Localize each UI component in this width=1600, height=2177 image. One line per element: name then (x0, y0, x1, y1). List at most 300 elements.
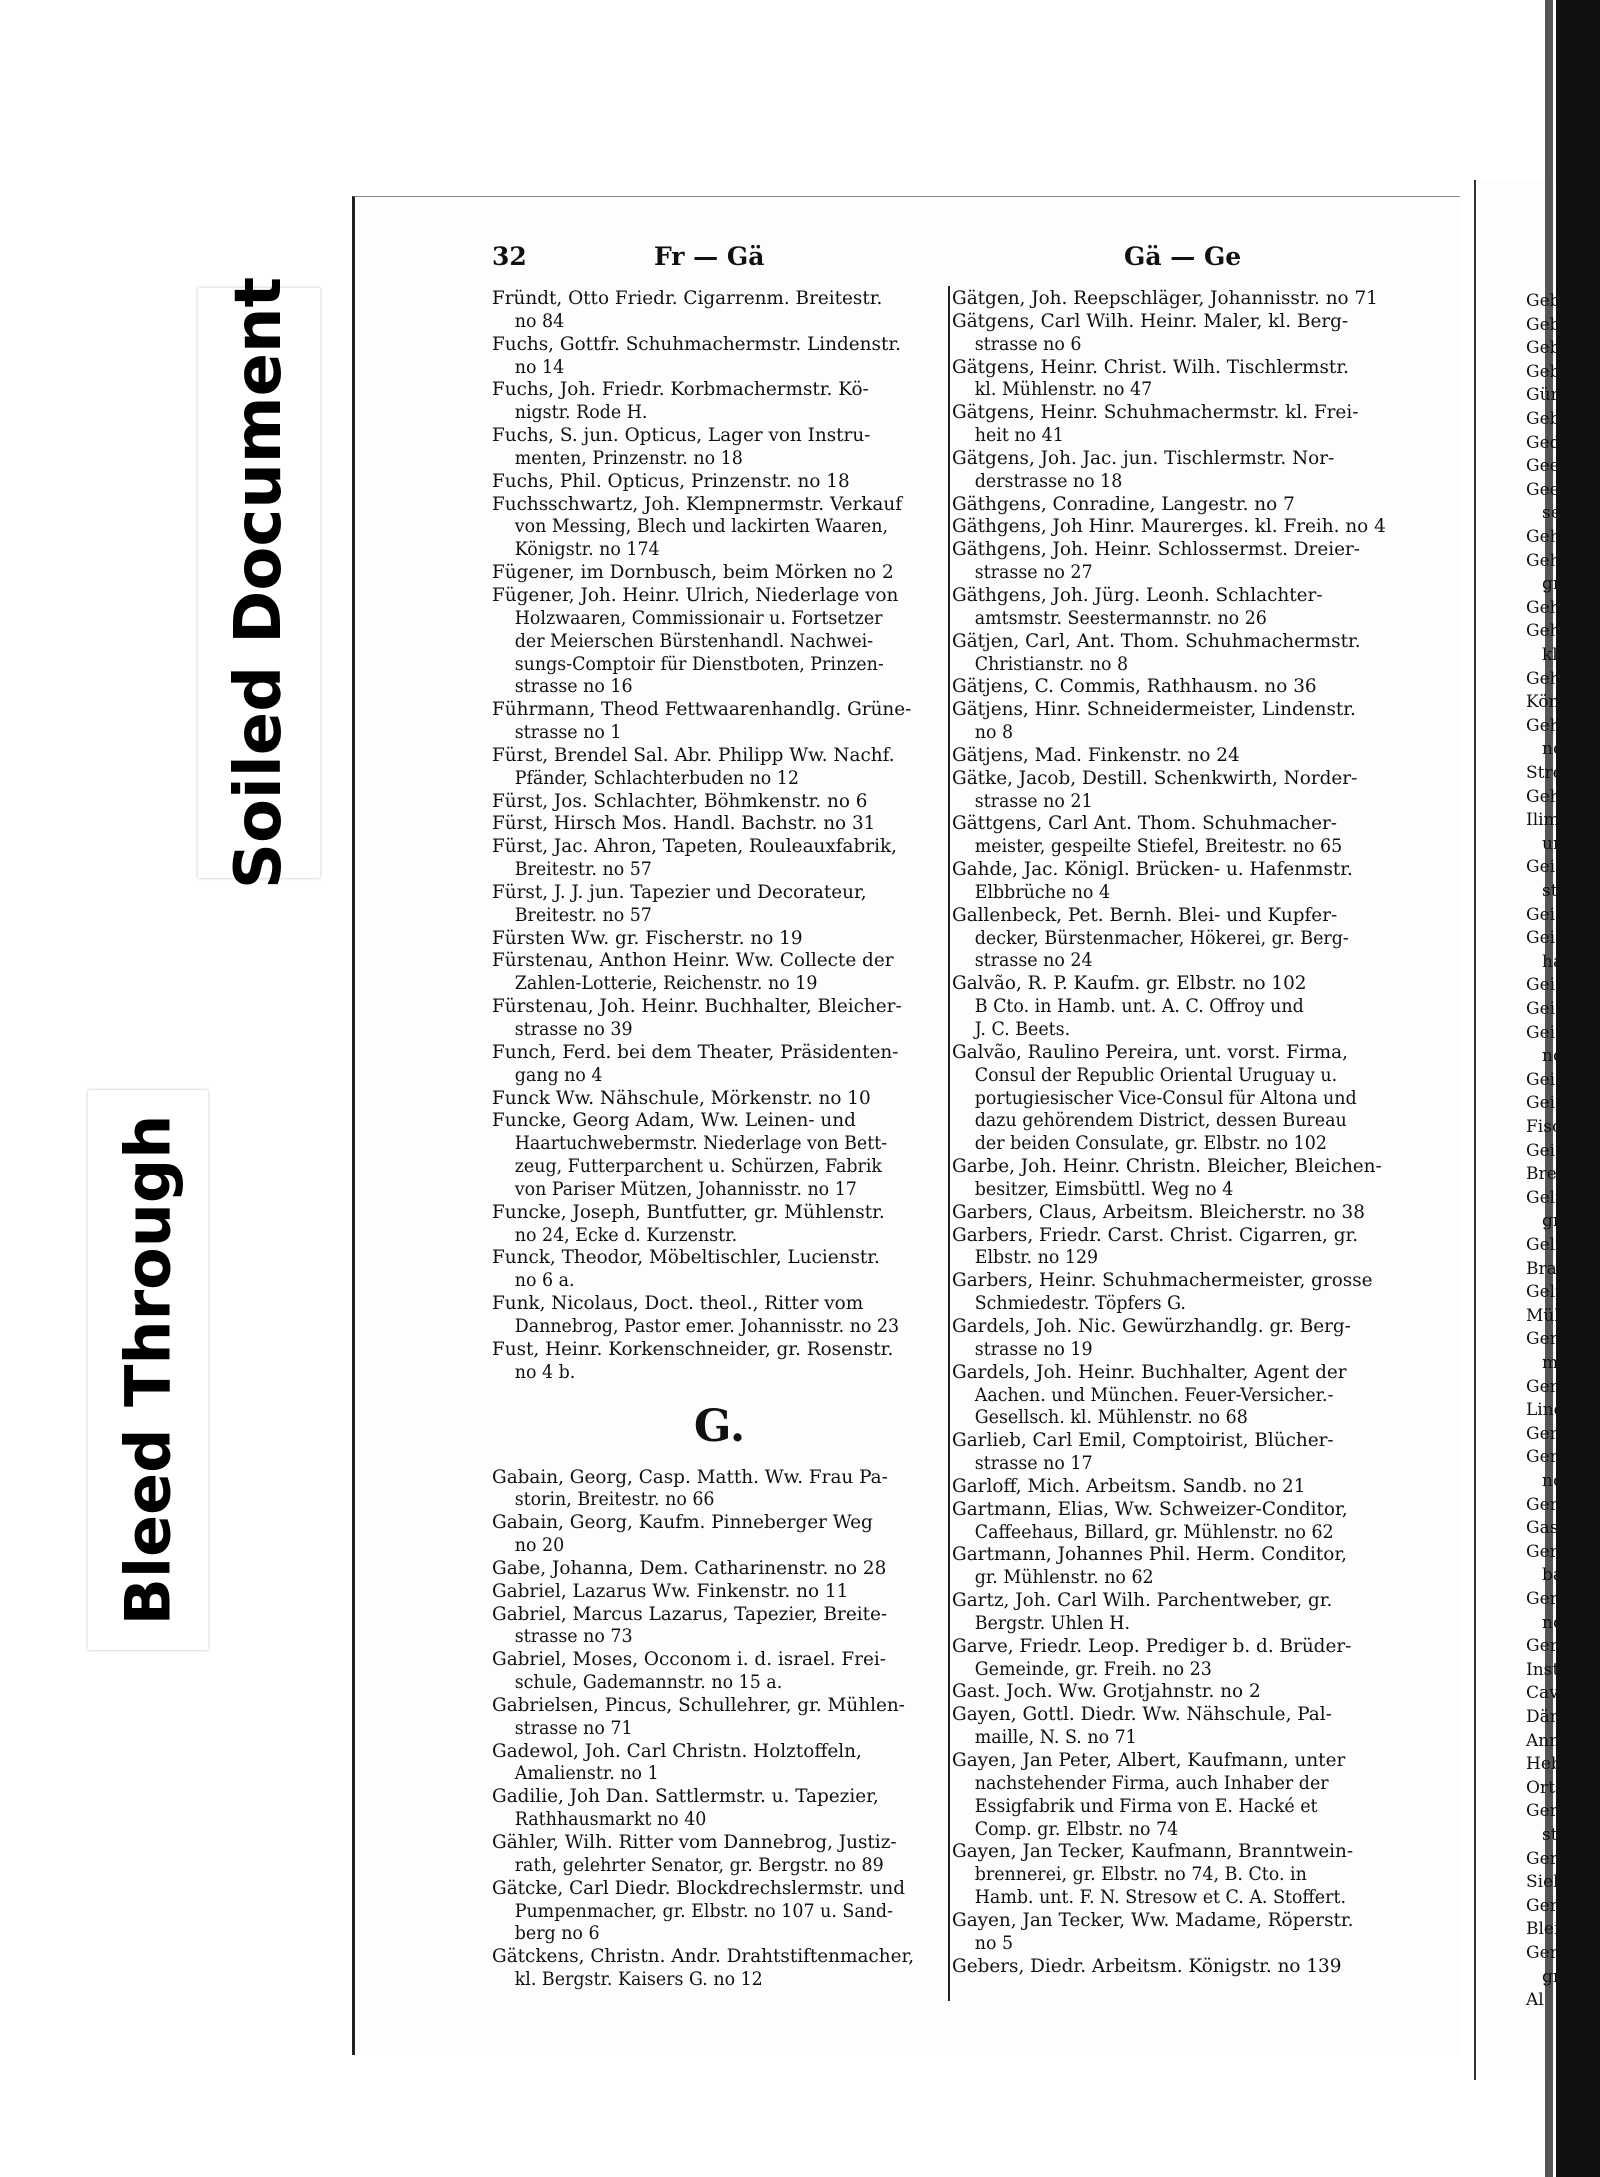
entry-continuation: strasse no 6 (974, 333, 1082, 355)
entry-continuation: no 4 b. (514, 1361, 576, 1383)
entry-continuation: dazu gehörendem District, dessen Bureau (974, 1110, 1347, 1132)
entry-line: Gartmann, Johannes Phil. Herm. Conditor, (952, 1544, 1347, 1566)
entry-continuation: strasse no 39 (514, 1019, 633, 1040)
entry-continuation: portugiesischer Vice-Consul für Altona und (974, 1087, 1357, 1109)
directory-entry (492, 1878, 947, 1947)
entry-continuation: no 24, Ecke d. Kurzenstr. (514, 1224, 738, 1246)
next-page-fragment: Gendel (1526, 1329, 1587, 1350)
entry-continuation: strasse no 71 (514, 1717, 633, 1739)
entry-continuation: strasse no 1 (514, 722, 622, 744)
next-page-fragment: Gentsch (1526, 1423, 1597, 1444)
next-page-fragment: Gebhar (1526, 409, 1590, 429)
entry-line: Gäthgens, Conradine, Langestr. no 7 (952, 493, 1295, 515)
entry-line: Garloff, Mich. Arbeitsm. Sandb. no 21 (952, 1475, 1306, 1497)
next-page-fragment: Gercken (1526, 1895, 1599, 1916)
next-page-fragment: Brau (1526, 1258, 1568, 1279)
next-page-fragment: Gürt (1526, 385, 1566, 406)
entry-line: Funcke, Joseph, Buntfutter, gr. Mühlenstr. (492, 1201, 885, 1223)
entry-line: Gabain, Georg, Casp. Matth. Ww. Frau Pa- (492, 1466, 888, 1488)
entry-continuation: Breitestr. no 57 (514, 859, 652, 881)
next-page-fragment: maill (1542, 1353, 1585, 1373)
entry-line: Gäthgens, Joh. Jürg. Leonh. Schlachter- (952, 584, 1323, 606)
right-running-head: Gä — Ge (1124, 242, 1242, 271)
next-page-fragment: Gelmro (1526, 1282, 1590, 1303)
directory-entry (492, 836, 947, 882)
entry-continuation: gr. Mühlenstr. no 62 (974, 1567, 1154, 1589)
directory-entry (492, 996, 947, 1042)
directory-entry (492, 1512, 947, 1558)
entry-line: Fürst, Brendel Sal. Abr. Philipp Ww. Nachf. (492, 744, 895, 766)
next-page-fragment: Gebers (1526, 291, 1588, 311)
entry-continuation: strasse no 27 (974, 562, 1093, 584)
directory-entry (952, 311, 1408, 357)
entry-continuation: sungs-Comptoir für Dienstboten, Prinzen- (514, 653, 884, 675)
entry-continuation: J. C. Beets. (974, 1019, 1071, 1040)
entry-continuation: von Messing, Blech und lackirten Waaren, (514, 516, 888, 538)
entry-continuation: no 14 (514, 356, 565, 378)
next-page-fragment: Al (1526, 1990, 1544, 2011)
directory-entry (952, 539, 1408, 585)
next-page-fragment: Gercken (1526, 1943, 1599, 1963)
entry-line: Gätgen, Joh. Reepschläger, Johannisstr. no 71 (952, 288, 1378, 309)
entry-line: Fügener, Joh. Heinr. Ulrich, Niederlage von (492, 584, 899, 606)
entries-f (492, 288, 947, 1385)
entry-line: Gabriel, Marcus Lazarus, Tapezier, Breite- (492, 1603, 888, 1625)
directory-entry (952, 1316, 1408, 1362)
entry-continuation: gang no 4 (514, 1064, 603, 1086)
next-page-fragment: senst (1542, 503, 1588, 524)
entry-continuation: brennerei, gr. Elbstr. no 74, B. Cto. in (974, 1864, 1307, 1886)
entry-continuation: derstrasse no 18 (974, 470, 1123, 492)
entry-line: Gayen, Jan Tecker, Kaufmann, Branntwein- (952, 1841, 1354, 1863)
next-page-fragment: Gercken (1526, 1848, 1599, 1869)
entry-line: Gätcke, Carl Diedr. Blockdrechslermstr. und (492, 1877, 906, 1899)
entry-continuation: Breitestr. no 57 (514, 904, 652, 926)
entry-continuation: Caffeehaus, Billard, gr. Mühlenstr. no 62 (974, 1521, 1334, 1543)
entry-line: Gadewol, Joh. Carl Christn. Holztoffeln, (492, 1740, 862, 1762)
entry-continuation: berg no 6 (514, 1923, 600, 1945)
directory-entry (952, 1750, 1408, 1841)
page-number: 32 (492, 242, 527, 271)
directory-entry (952, 402, 1408, 448)
next-page-fragment: Ilim (1526, 810, 1560, 831)
directory-entry (492, 288, 947, 334)
entry-continuation: Pumpenmacher, gr. Elbstr. no 107 u. Sand- (514, 1900, 893, 1922)
entry-line: Gäthgens, Joh. Heinr. Schlossermst. Dreier- (952, 539, 1361, 561)
entry-continuation: strasse no 17 (974, 1453, 1093, 1475)
directory-entry (952, 905, 1408, 974)
directory-entry (492, 1339, 947, 1385)
next-page-fragment: Geertz, (1526, 479, 1590, 500)
entry-continuation: zeug, Futterparchent u. Schürzen, Fabrik (514, 1156, 882, 1178)
entry-continuation: Haartuchwebermstr. Niederlage von Bett- (514, 1133, 888, 1155)
next-page-fragment: Geisler (1526, 928, 1588, 949)
entry-line: Fründt, Otto Friedr. Cigarrenm. Breitestr. (492, 288, 883, 309)
left-running-head: Fr — Gä (654, 242, 765, 271)
next-page-fragment: no 1 (1542, 1612, 1580, 1633)
entry-line: Gättgens, Carl Ant. Thom. Schuhmacher- (952, 813, 1338, 835)
directory-entry (952, 1841, 1408, 1910)
directory-entry (952, 1225, 1408, 1271)
next-page-fragment: kl. B (1542, 645, 1582, 665)
entry-line: Gartmann, Elias, Ww. Schweizer-Conditor, (952, 1498, 1348, 1520)
entries-g (492, 1467, 947, 1992)
next-page-fragment: gr. B (1542, 574, 1583, 595)
entry-continuation: Hamb. unt. F. N. Stresow et C. A. Stoffert. (974, 1887, 1346, 1909)
directory-entry (952, 745, 1408, 768)
entry-line: Gabain, Georg, Kaufm. Pinneberger Weg (492, 1512, 873, 1534)
next-page-fragment: Gebers (1526, 314, 1588, 335)
directory-entry (492, 813, 947, 836)
section-letter-g: G. (693, 1400, 746, 1452)
directory-entry (952, 1499, 1408, 1545)
next-page-fragment: Gerber (1526, 1494, 1587, 1515)
entry-continuation: rath, gelehrter Senator, gr. Bergstr. no 89 (514, 1854, 884, 1876)
entry-line: Fürst, J. J. jun. Tapezier und Decorateur, (492, 881, 867, 903)
entry-line: Fuchsschwartz, Joh. Klempnermstr. Verkauf (492, 493, 903, 515)
entry-line: Fürst, Jos. Schlachter, Böhmkenstr. no 6 (492, 790, 868, 812)
entry-line: Gähler, Wilh. Ritter vom Dannebrog, Justiz- (492, 1832, 897, 1853)
entry-continuation: strasse no 24 (974, 950, 1093, 972)
directory-entry (492, 1293, 947, 1339)
next-page-fragment: Köni (1526, 692, 1565, 713)
left-column (492, 288, 947, 1992)
next-page-fragment: unt. (1542, 833, 1577, 854)
next-page-fragment: Geisler (1526, 904, 1588, 925)
directory-entry (952, 1590, 1408, 1636)
next-page-fragment: no 4 (1542, 1471, 1580, 1491)
directory-entry (952, 1202, 1408, 1225)
entry-continuation: Aachen. und München. Feuer-Versicher.- (974, 1384, 1334, 1406)
directory-entry (952, 1544, 1408, 1590)
entry-continuation: Elbbrüche no 4 (974, 881, 1111, 903)
entry-continuation: Elbstr. no 129 (974, 1247, 1099, 1269)
directory-entry (952, 973, 1408, 1042)
entry-line: Gätckens, Christn. Andr. Drahtstiftenmacher, (492, 1946, 915, 1968)
entry-continuation: storin, Breitestr. no 66 (514, 1489, 715, 1511)
entry-line: Garbers, Friedr. Carst. Christ. Cigarren, gr. (952, 1224, 1359, 1246)
entry-line: Gätjens, Hinr. Schneidermeister, Lindenstr. (952, 699, 1356, 721)
directory-entry (492, 1832, 947, 1878)
entry-continuation: der Meierschen Bürstenhandl. Nachwei- (514, 630, 874, 652)
next-page-fragment: Gerber, (1526, 1541, 1591, 1562)
entry-line: Gast. Joch. Ww. Grotjahnstr. no 2 (952, 1681, 1261, 1703)
entry-continuation: Comp. gr. Elbstr. no 74 (974, 1818, 1179, 1840)
entry-continuation: Schmiedestr. Töpfers G. (974, 1293, 1186, 1315)
next-page-fragment: Mühl (1526, 1305, 1571, 1326)
bleed-through-tag (88, 1090, 208, 1650)
directory-entry (492, 1786, 947, 1832)
next-page-fragment: Gelien, (1526, 1235, 1587, 1255)
bleed-through-label: Bleed Through (111, 1114, 185, 1626)
directory-entry (492, 1741, 947, 1787)
next-page-fragment: no 5 (1542, 1046, 1580, 1067)
directory-entry (492, 379, 947, 425)
entry-continuation: meister, gespeilte Stiefel, Breitestr. no 65 (974, 836, 1343, 858)
entry-continuation: Königstr. no 174 (514, 539, 660, 561)
entry-continuation: menten, Prinzenstr. no 18 (514, 447, 743, 469)
next-page-fragment: Gercken (1526, 1801, 1599, 1822)
entry-line: Gadilie, Joh Dan. Sattlermstr. u. Tapezier, (492, 1786, 879, 1808)
directory-entry (492, 1581, 947, 1604)
directory-entry (952, 516, 1408, 539)
next-page-fragment: Geister (1526, 1140, 1589, 1161)
entry-continuation: Gesellsch. kl. Mühlenstr. no 68 (974, 1407, 1248, 1429)
entry-line: Funck Ww. Nähschule, Mörkenstr. no 10 (492, 1087, 871, 1109)
entry-line: Gebers, Diedr. Arbeitsm. Königstr. no 139 (952, 1955, 1342, 1977)
directory-entry (952, 699, 1408, 745)
next-page-fragment: Anna (1526, 1730, 1571, 1751)
entry-line: Fuchs, Gottfr. Schuhmachermstr. Lindenstr. (492, 333, 901, 355)
entry-line: Fürstenau, Anthon Heinr. Ww. Collecte der (492, 950, 894, 972)
directory-entry (492, 1604, 947, 1650)
entry-line: Gabriel, Lazarus Ww. Finkenstr. no 11 (492, 1580, 849, 1602)
entry-continuation: no 8 (974, 722, 1014, 744)
directory-entry (492, 1247, 947, 1293)
next-page-fragment: Siebl (1526, 1872, 1570, 1893)
directory-entry (952, 859, 1408, 905)
next-page-fragment: stras (1542, 881, 1585, 901)
entry-line: Gätgens, Joh. Jac. jun. Tischlermstr. Nor- (952, 447, 1335, 469)
directory-entry (952, 1156, 1408, 1202)
next-page-fragment: Gerber, (1526, 1447, 1591, 1468)
directory-entry (952, 631, 1408, 677)
next-page-fragment: haus (1542, 951, 1583, 972)
directory-entry (492, 1558, 947, 1581)
entry-continuation: strasse no 73 (514, 1626, 633, 1648)
directory-entry (952, 1704, 1408, 1750)
entry-line: Gabriel, Moses, Occonom i. d. israel. Frei- (492, 1649, 886, 1671)
directory-entry (952, 1430, 1408, 1476)
next-page-fragment: gr. F (1542, 1966, 1582, 1987)
directory-entry (492, 1110, 947, 1201)
entry-continuation: Holzwaaren, Commissionair u. Fortsetzer (514, 607, 883, 629)
entry-continuation: nigstr. Rode H. (514, 402, 648, 424)
entry-continuation: strasse no 21 (974, 790, 1093, 812)
next-page-fragment: Gehle, (1526, 527, 1582, 547)
next-page-fragment: no 1 (1542, 739, 1580, 760)
entry-continuation: Consul der Republic Oriental Uruguay u. (974, 1064, 1338, 1086)
entry-line: Gayen, Jan Peter, Albert, Kaufmann, unter (952, 1750, 1346, 1771)
directory-entry (952, 1270, 1408, 1316)
entry-continuation: strasse no 19 (974, 1338, 1093, 1360)
entry-line: Gätke, Jacob, Destill. Schenkwirth, Norder- (952, 767, 1358, 789)
entry-continuation: decker, Bürstenmacher, Hökerei, gr. Berg- (974, 927, 1349, 949)
directory-entry (952, 1956, 1408, 1979)
next-page-fragment: Gehrdt (1526, 668, 1587, 689)
entry-line: Gätgens, Carl Wilh. Heinr. Maler, kl. Berg- (952, 310, 1349, 332)
directory-entry (492, 425, 947, 471)
directory-entry (952, 288, 1408, 311)
directory-entry (492, 1649, 947, 1695)
entry-line: Galvão, R. P. Kaufm. gr. Elbstr. no 102 (952, 973, 1307, 995)
entry-line: Funck, Theodor, Möbeltischler, Lucienstr. (492, 1247, 880, 1269)
entry-continuation: Essigfabrik und Firma von E. Hacké et (974, 1795, 1318, 1817)
entry-line: Fust, Heinr. Korkenschneider, gr. Rosenstr. (492, 1338, 894, 1360)
entry-line: Gabe, Johanna, Dem. Catharinenstr. no 28 (492, 1557, 887, 1579)
next-page-fragment: Linde (1526, 1400, 1575, 1421)
next-page-fragment: Geister (1526, 1069, 1589, 1090)
directory-entry (952, 585, 1408, 631)
entry-line: Fürst, Jac. Ahron, Tapeten, Rouleauxfabrik, (492, 836, 897, 858)
next-page-fragment: gr. M (1542, 1211, 1588, 1232)
directory-entry (952, 448, 1408, 494)
directory-entry (952, 1476, 1408, 1499)
directory-entry (952, 676, 1408, 699)
entry-line: Gartz, Joh. Carl Wilh. Parchentweber, gr. (952, 1590, 1333, 1612)
entry-line: Gätjens, Mad. Finkenstr. no 24 (952, 744, 1240, 766)
entry-line: Gabrielsen, Pincus, Schullehrer, gr. Mühlen- (492, 1694, 905, 1716)
entry-line: Fügener, im Dornbusch, beim Mörken no 2 (492, 562, 894, 584)
entry-line: Gayen, Jan Tecker, Ww. Madame, Röperstr. (952, 1909, 1354, 1931)
next-page-fragment: Gehm (1526, 550, 1577, 571)
directory-entry (492, 950, 947, 996)
entry-continuation: kl. Bergstr. Kaisers G. no 12 (514, 1969, 763, 1991)
directory-entry (492, 791, 947, 814)
entry-continuation: B Cto. in Hamb. unt. A. C. Offroy und (974, 996, 1304, 1018)
entry-continuation: besitzer, Eimsbüttl. Weg no 4 (974, 1178, 1234, 1200)
next-page-fragment: bahn, (1542, 1565, 1591, 1586)
directory-entry (952, 813, 1408, 859)
next-page-fragment: Geister (1526, 1022, 1589, 1043)
entry-line: Führmann, Theod Fettwaarenhandlg. Grüne- (492, 699, 912, 721)
next-page-fragment: Gercke, (1526, 1589, 1594, 1609)
entry-line: Gätgens, Heinr. Christ. Wilh. Tischlermstr. (952, 356, 1349, 378)
entry-continuation: heit no 41 (974, 425, 1064, 447)
entry-continuation: kl. Mühlenstr. no 47 (974, 379, 1153, 401)
directory-entry (492, 699, 947, 745)
entry-line: Funch, Ferd. bei dem Theater, Präsidenten- (492, 1041, 899, 1063)
next-page-fragment: Cava (1526, 1683, 1569, 1704)
entries-right (952, 288, 1408, 1978)
entry-line: Gardels, Joh. Nic. Gewürzhandlg. gr. Berg- (952, 1315, 1351, 1337)
entry-line: Gätjens, C. Commis, Rathhausm. no 36 (952, 676, 1317, 698)
next-page-fragment: stras (1542, 1825, 1585, 1845)
entry-continuation: amtsmstr. Seestermannstr. no 26 (974, 607, 1267, 629)
directory-entry (952, 1636, 1408, 1682)
directory-entry (492, 585, 947, 699)
next-page-fragment: Gehrdt (1526, 621, 1587, 642)
directory-entry (492, 471, 947, 494)
next-page-fragment: Gercke, (1526, 1636, 1594, 1657)
entry-continuation: no 84 (514, 310, 565, 332)
next-page-fragment: Geef, J (1526, 456, 1584, 477)
directory-entry (492, 1088, 947, 1111)
entry-line: Gätjen, Carl, Ant. Thom. Schuhmachermstr. (952, 630, 1361, 652)
directory-entry (492, 334, 947, 380)
entry-continuation: Pfänder, Schlachterbuden no 12 (514, 767, 799, 789)
entry-line: Gallenbeck, Pet. Bernh. Blei- und Kupfer- (952, 904, 1338, 926)
entry-line: Garbers, Heinr. Schuhmachermeister, grosse (952, 1270, 1373, 1292)
directory-entry (952, 357, 1408, 403)
entry-continuation: der beiden Consulate, gr. Elbstr. no 102 (974, 1133, 1327, 1155)
entry-line: Gayen, Gottl. Diedr. Ww. Nähschule, Pal- (952, 1704, 1332, 1726)
next-page-fragment: Geisler (1526, 857, 1588, 878)
entry-continuation: Gemeinde, gr. Freih. no 23 (974, 1658, 1212, 1680)
entry-line: Gätgens, Heinr. Schuhmachermstr. kl. Frei- (952, 402, 1359, 424)
next-page-fragment: Bleic (1526, 1919, 1569, 1940)
entry-line: Funcke, Georg Adam, Ww. Leinen- und (492, 1110, 856, 1132)
directory-entry (952, 1681, 1408, 1704)
next-page-fragment: Gastw (1526, 1518, 1580, 1539)
entry-line: Garbers, Claus, Arbeitsm. Bleicherstr. no 38 (952, 1201, 1365, 1223)
entry-continuation: Dannebrog, Pastor emer. Johannisstr. no 23 (514, 1315, 900, 1337)
directory-entry (492, 745, 947, 791)
entry-continuation: Amalienstr. no 1 (514, 1763, 659, 1785)
entry-line: Funk, Nicolaus, Doct. theol., Ritter vom (492, 1293, 864, 1315)
directory-entry (492, 1946, 947, 1992)
entry-continuation: nachstehender Firma, auch Inhaber der (974, 1772, 1329, 1794)
next-page-fragment: Gebhar (1526, 338, 1590, 359)
directory-entry (492, 882, 947, 928)
next-page-fragment: Gebhar (1526, 361, 1590, 382)
entry-continuation: strasse no 16 (514, 676, 633, 698)
column-divider (948, 286, 950, 2001)
next-page-fragment: Instru (1526, 1659, 1579, 1680)
directory-entry (492, 494, 947, 563)
next-page-fragment: Ortsc (1526, 1777, 1574, 1798)
entry-continuation: maille, N. S. no 71 (974, 1727, 1137, 1749)
entry-continuation: no 5 (974, 1932, 1014, 1954)
next-page-fragment: Geist, M (1526, 975, 1599, 996)
entry-line: Gäthgens, Joh Hinr. Maurerges. kl. Freih. no 4 (952, 516, 1386, 538)
next-page-fragment: Stres (1526, 763, 1572, 783)
next-page-fragment: Gehrt, (1526, 715, 1581, 736)
directory-entry (952, 1910, 1408, 1956)
directory-entry (952, 494, 1408, 517)
next-page-fragment: Breit (1526, 1164, 1569, 1185)
soiled-document-tag (198, 276, 320, 890)
directory-entry (492, 562, 947, 585)
entry-line: Garve, Friedr. Leop. Prediger b. d. Brüder- (952, 1635, 1352, 1657)
entry-continuation: no 20 (514, 1535, 565, 1557)
next-page-fragment: Gent, J (1526, 1376, 1586, 1397)
entry-continuation: Bergstr. Uhlen H. (974, 1612, 1131, 1634)
entry-continuation: Christianstr. no 8 (974, 653, 1129, 675)
entry-line: Galvão, Raulino Pereira, unt. vorst. Firma, (952, 1041, 1348, 1063)
entry-line: Fürsten Ww. gr. Fischerstr. no 19 (492, 927, 803, 949)
directory-entry (492, 928, 947, 951)
next-page-fragment: Geist V (1526, 999, 1589, 1019)
page-gutter (1460, 180, 1474, 2080)
next-page-fragment: Gedike (1526, 432, 1587, 453)
entry-line: Fuchs, Joh. Friedr. Korbmachermstr. Kö- (492, 379, 869, 401)
next-page-fragment: Gelien, (1526, 1187, 1587, 1208)
entry-line: Garbe, Joh. Heinr. Christn. Bleicher, Bleichen- (952, 1156, 1382, 1178)
right-column (952, 288, 1408, 1978)
directory-entry (952, 1042, 1408, 1156)
directory-entry (952, 1362, 1408, 1431)
soiled-document-label: Soiled Document (222, 276, 296, 890)
entry-line: Fuchs, Phil. Opticus, Prinzenstr. no 18 (492, 470, 850, 492)
next-page-fragment: Heba (1526, 1754, 1572, 1775)
next-page-fragment: Gehn, (1526, 597, 1577, 618)
next-page-fragment: Geister (1526, 1093, 1589, 1114)
directory-entry (492, 1202, 947, 1248)
entry-line: Gardels, Joh. Heinr. Buchhalter, Agent der (952, 1361, 1347, 1383)
entry-continuation: Zahlen-Lotterie, Reichenstr. no 19 (514, 973, 818, 995)
entry-continuation: Rathhausmarkt no 40 (514, 1809, 707, 1831)
entry-line: Gahde, Jac. Königl. Brücken- u. Hafenmstr. (952, 859, 1353, 881)
entry-line: Fuchs, S. jun. Opticus, Lager von Instru- (492, 425, 871, 447)
directory-entry (492, 1467, 947, 1513)
directory-entry (492, 1042, 947, 1088)
entry-continuation: von Pariser Mützen, Johannisstr. no 17 (514, 1178, 857, 1200)
directory-entry (492, 1695, 947, 1741)
entry-continuation: schule, Gademannstr. no 15 a. (514, 1672, 783, 1694)
entry-line: Fürst, Hirsch Mos. Handl. Bachstr. no 31 (492, 813, 876, 835)
next-page-fragment: Fisch (1526, 1117, 1573, 1137)
